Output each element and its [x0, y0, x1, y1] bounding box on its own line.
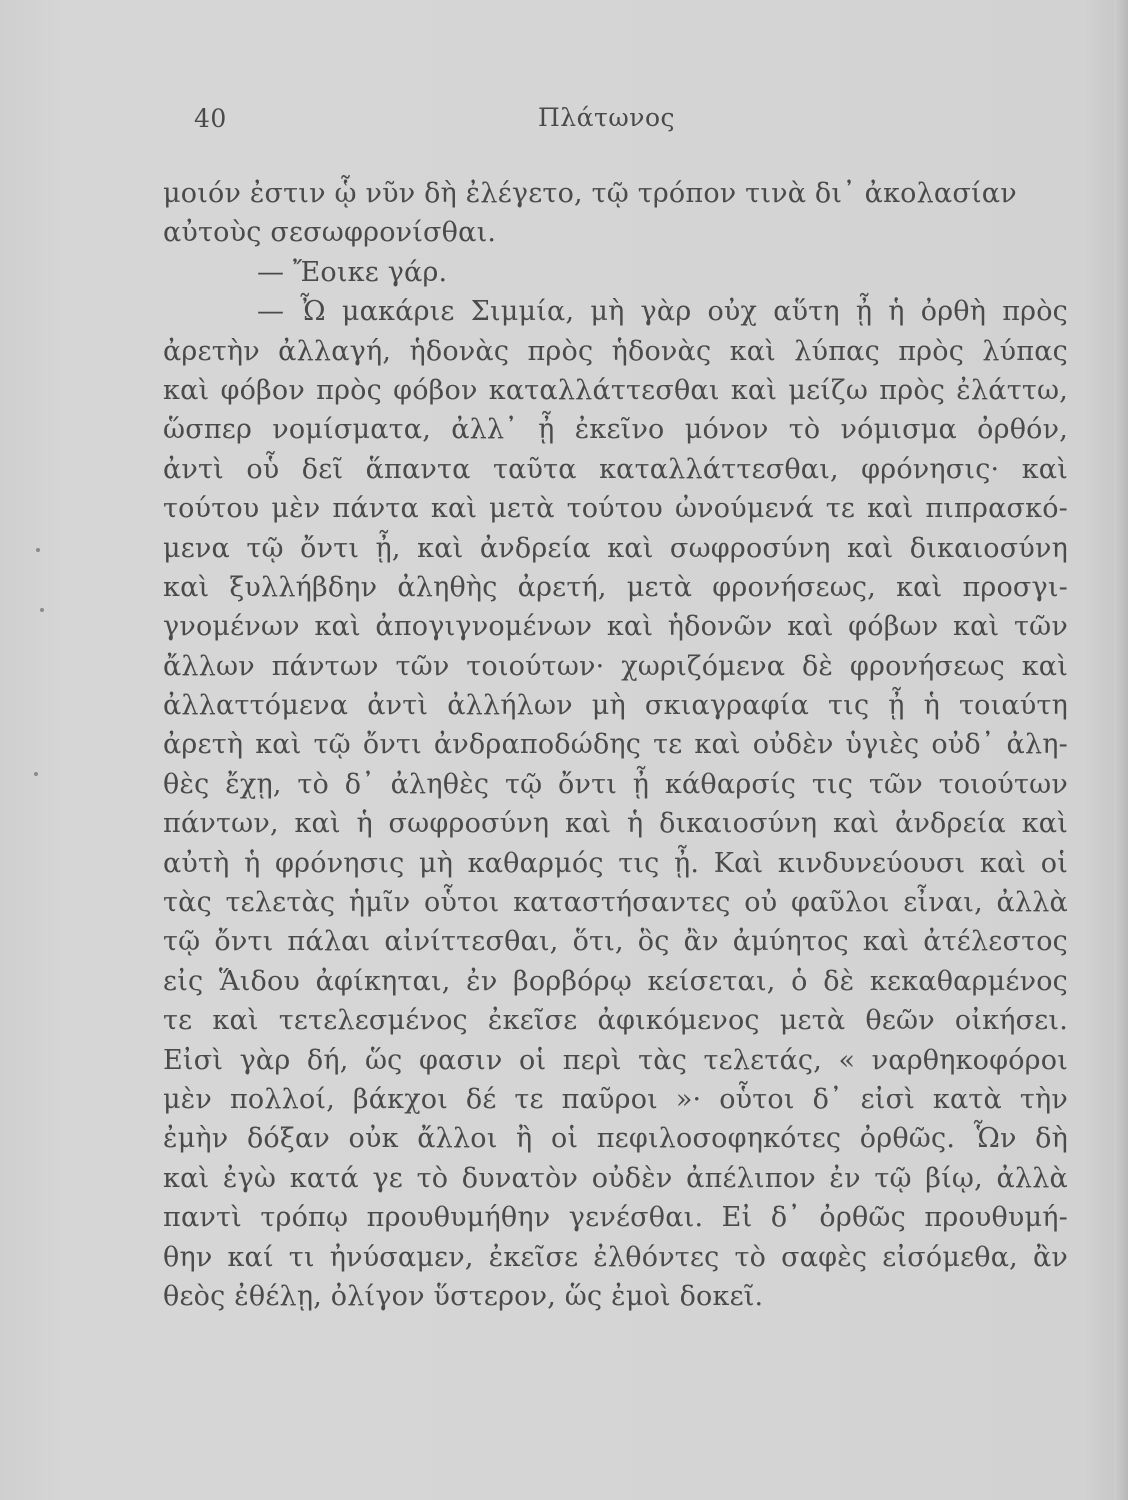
text-line: τε καὶ τετελεσμένος ἐκεῖσε ἀφικόμενος μετὰ θεῶν οἰκήσει. — [163, 1005, 1068, 1037]
text-line: τῷ ὄντι πάλαι αἰνίττεσθαι, ὅτι, ὃς ἂν ἀμύητος καὶ ἀτέλεστος — [163, 926, 1068, 958]
text-line: Εἰσὶ γὰρ δή, ὥς φασιν οἱ περὶ τὰς τελετάς, « ναρθηκοφόροι — [163, 1044, 1068, 1076]
text-line: αὐτοὺς σεσωφρονίσθαι. — [163, 217, 497, 249]
text-line: θην καί τι ἠνύσαμεν, ἐκεῖσε ἐλθόντες τὸ σαφὲς εἰσόμεθα, ἂν — [163, 1241, 1068, 1273]
text-line: παντὶ τρόπῳ προυθυμήθην γενέσθαι. Εἰ δ᾽ ὀρθῶς προυθυμή- — [163, 1202, 1068, 1234]
text-line: γνομένων καὶ ἀπογιγνομένων καὶ ἡδονῶν καὶ φόβων καὶ τῶν — [163, 611, 1068, 643]
text-line: καὶ ξυλλήβδην ἀληθὴς ἀρετή, μετὰ φρονήσεως, καὶ προσγι- — [163, 571, 1068, 603]
text-line: — Ὦ μακάριε Σιμμία, μὴ γὰρ οὐχ αὕτη ᾖ ἡ ὀρθὴ πρὸς — [257, 296, 1068, 328]
text-line: τὰς τελετὰς ἡμῖν οὗτοι καταστήσαντες οὐ φαῦλοι εἶναι, ἀλλὰ — [163, 887, 1068, 919]
running-head: Πλάτωνος — [538, 103, 675, 132]
text-line: τούτου μὲν πάντα καὶ μετὰ τούτου ὠνούμενά τε καὶ πιπρασκό- — [163, 493, 1068, 525]
text-line: θὲς ἔχῃ, τὸ δ᾽ ἀληθὲς τῷ ὄντι ᾖ κάθαρσίς τις τῶν τοιούτων — [163, 768, 1068, 800]
text-line: ἄλλων πάντων τῶν τοιούτων· χωριζόμενα δὲ φρονήσεως καὶ — [163, 650, 1068, 682]
page-number: 40 — [194, 104, 227, 133]
text-line: ἀντὶ οὗ δεῖ ἅπαντα ταῦτα καταλλάττεσθαι, φρόνησις· καὶ — [163, 453, 1068, 485]
text-line: ὥσπερ νομίσματα, ἀλλ᾽ ᾖ ἐκεῖνο μόνον τὸ νόμισμα ὀρθόν, — [163, 414, 1068, 446]
text-line: ἀρετὴν ἀλλαγή, ἡδονὰς πρὸς ἡδονὰς καὶ λύπας πρὸς λύπας — [163, 335, 1068, 367]
text-line: θεὸς ἐθέλῃ, ὀλίγον ὕστερον, ὥς ἐμοὶ δοκεῖ. — [163, 1280, 764, 1312]
paper-speck — [34, 772, 38, 776]
text-line: — Ἔοικε γάρ. — [257, 256, 448, 288]
text-line: καὶ ἐγὼ κατά γε τὸ δυνατὸν οὐδὲν ἀπέλιπον ἐν τῷ βίῳ, ἀλλὰ — [163, 1162, 1068, 1194]
paper-speck — [40, 608, 44, 612]
text-line: καὶ φόβον πρὸς φόβον καταλλάττεσθαι καὶ μείζω πρὸς ἐλάττω, — [163, 374, 1068, 406]
text-line: μενα τῷ ὄντι ᾖ, καὶ ἀνδρεία καὶ σωφροσύνη καὶ δικαιοσύνη — [163, 532, 1068, 564]
text-line: ἐμὴν δόξαν οὐκ ἄλλοι ἢ οἱ πεφιλοσοφηκότες ὀρθῶς. Ὧν δὴ — [163, 1123, 1068, 1155]
body-text — [163, 174, 1068, 1316]
text-line: αὐτὴ ἡ φρόνησις μὴ καθαρμός τις ᾖ. Καὶ κινδυνεύουσι καὶ οἱ — [163, 847, 1068, 879]
text-line: μοιόν ἐστιν ᾧ νῦν δὴ ἐλέγετο, τῷ τρόπον τινὰ δι᾽ ἀκολασίαν — [163, 178, 1017, 209]
page-gutter — [1114, 0, 1128, 1500]
text-line: πάντων, καὶ ἡ σωφροσύνη καὶ ἡ δικαιοσύνη καὶ ἀνδρεία καὶ — [163, 808, 1068, 840]
text-line: μὲν πολλοί, βάκχοι δέ τε παῦροι »· οὗτοι δ᾽ εἰσὶ κατὰ τὴν — [163, 1083, 1068, 1115]
paper-speck — [36, 548, 40, 552]
text-line: ἀρετὴ καὶ τῷ ὄντι ἀνδραποδώδης τε καὶ οὐδὲν ὑγιὲς οὐδ᾽ ἀλη- — [163, 729, 1068, 761]
text-line: εἰς Ἅιδου ἀφίκηται, ἐν βορβόρῳ κείσεται, ὁ δὲ κεκαθαρμένος — [163, 965, 1068, 997]
text-line: ἀλλαττόμενα ἀντὶ ἀλλήλων μὴ σκιαγραφία τις ᾖ ἡ τοιαύτη — [163, 690, 1068, 722]
